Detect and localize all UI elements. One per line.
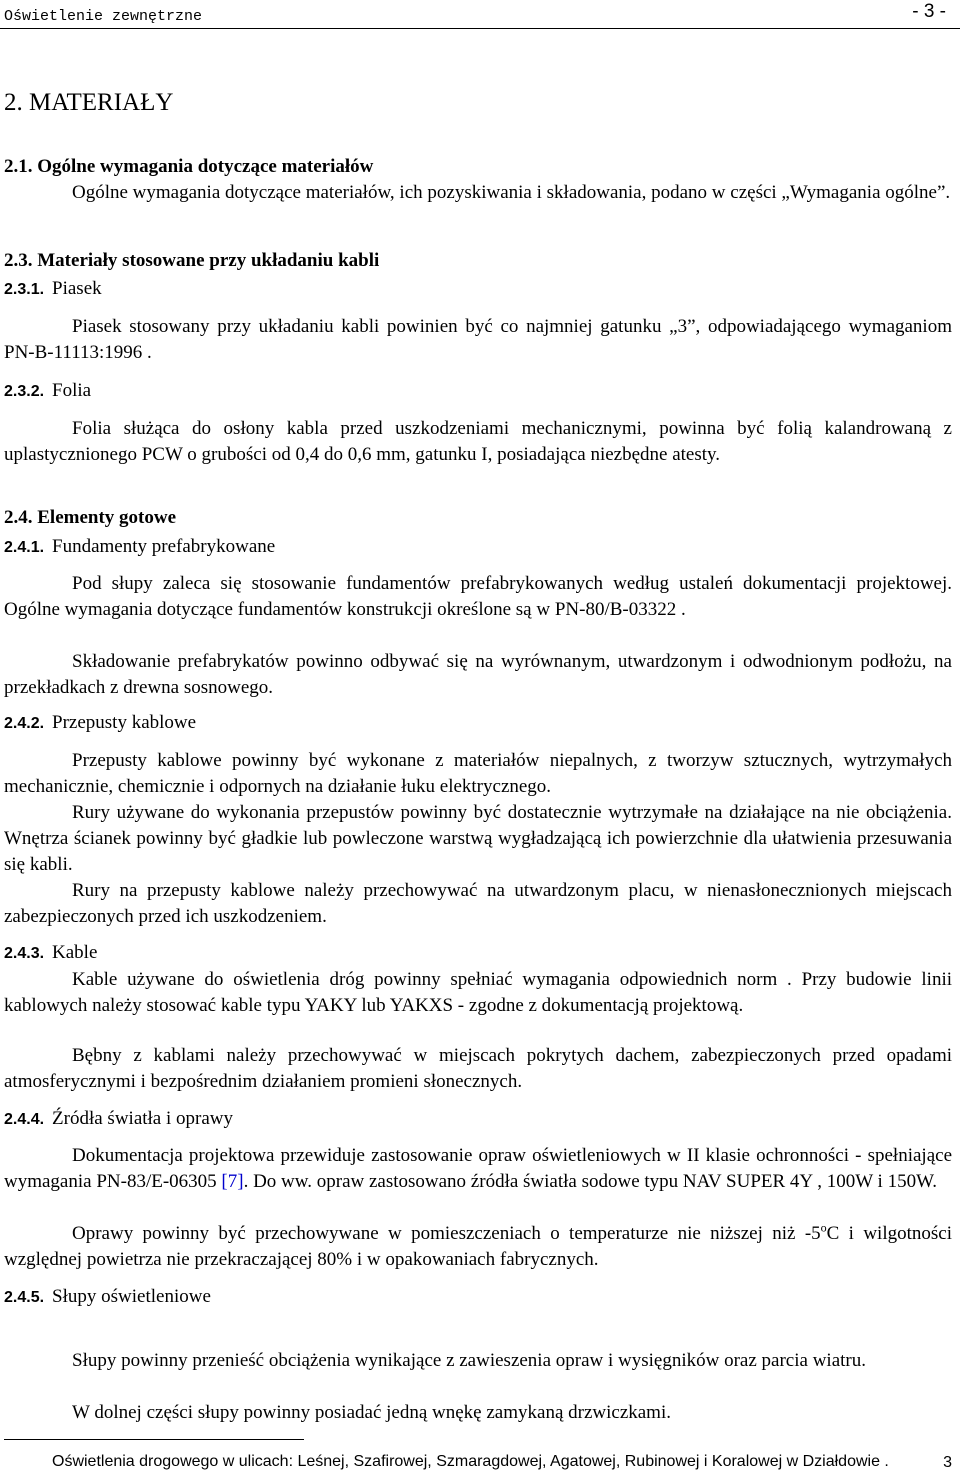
section-title: 2. MATERIAŁY	[4, 89, 174, 116]
heading-text: Kable	[52, 942, 98, 963]
paragraph-2-4-4-a	[4, 1143, 952, 1195]
paragraph-2-4-4-b	[4, 1221, 952, 1273]
heading-text: Przepusty kablowe	[52, 712, 197, 733]
paragraph-2-4-1-b: Składowanie prefabrykatów powinno odbywać się na wyrównanym, utwardzonym i odwodnionym podłożu, na przekładkach z drewna sosnowego.	[4, 651, 952, 698]
heading-text: Słupy oświetleniowe	[52, 1286, 211, 1307]
paragraph-2-4-2-b: Rury używane do wykonania przepustów powinny być dostatecznie wytrzymałe na działające na nie obciążenia. Wnętrza ścianek powinny być gładkie lub powleczone warstwą wygładzającą ich powierzchnie dla ułatwienia przesuwania się kabli.	[4, 802, 952, 875]
paragraph-2-4-1-a: Pod słupy zaleca się stosowanie fundamentów prefabrykowanych według ustaleń dokumentacji projektowej. Ogólne wymagania dotyczące fundamentów konstrukcji określone są w PN-80/B-03322 .	[4, 573, 952, 620]
heading-text: Źródła światła i oprawy	[52, 1108, 234, 1129]
heading-2-3: 2.3. Materiały stosowane przy układaniu kabli	[4, 250, 380, 271]
heading-2-3-2	[4, 378, 91, 405]
reference-link[interactable]: [7]	[221, 1171, 244, 1192]
heading-2-3-1	[4, 276, 102, 303]
heading-number: 2.4.1.	[4, 539, 45, 556]
paragraph-text: Oprawy powinny być przechowywane w pomieszczeniach o temperaturze nie niższej niż -5	[72, 1223, 821, 1244]
paragraph-2-3-2: Folia służąca do osłony kabla przed uszkodzeniami mechanicznymi, powinna być folią kalandrowaną z uplastycznionego PCW o grubości od 0,4 do 0,6 mm, gatunku I, posiadająca niezbędne atesty.	[4, 418, 952, 465]
heading-2-4-4	[4, 1106, 233, 1133]
heading-number: 2.3.2.	[4, 383, 45, 400]
paragraph-2-4-5-a: Słupy powinny przenieść obciążenia wynikające z zawieszenia opraw i wysięgników oraz parcia wiatru.	[72, 1350, 866, 1371]
heading-2-4-2	[4, 710, 196, 737]
paragraph-2-4-3-b: Bębny z kablami należy przechowywać w miejscach pokrytych dachem, zabezpieczonych przed opadami atmosferycznymi i bezpośrednim działaniem promieni słonecznych.	[4, 1045, 952, 1092]
paragraph-2-3-1: Piasek stosowany przy układaniu kabli powinien być co najmniej gatunku „3”, odpowiadającego wymaganiom PN-B-11113:1996 .	[4, 316, 952, 363]
footer-page-number: 3	[943, 1454, 952, 1471]
heading-2-4-1	[4, 534, 275, 561]
heading-text: Folia	[52, 380, 92, 401]
heading-number: 2.4.5.	[4, 1289, 45, 1306]
heading-2-4-3	[4, 940, 97, 967]
heading-2-4-5	[4, 1284, 211, 1311]
heading-text: Piasek	[52, 278, 102, 299]
heading-number: 2.4.3.	[4, 945, 45, 962]
paragraph-2-4-2-a: Przepusty kablowe powinny być wykonane z materiałów niepalnych, z tworzyw sztucznych, wytrzymałych mechanicznie, chemicznie i odpornych na działanie łuku elektrycznego.	[4, 750, 952, 797]
footer-text: Oświetlenia drogowego w ulicach: Leśnej, Szafirowej, Szmaragdowej, Agatowej, Rubinowej i Koralowej w Działdowie .	[52, 1453, 889, 1470]
heading-number: 2.4.2.	[4, 715, 45, 732]
header-page-number: - 3 -	[912, 1, 946, 22]
paragraph-text: . Do ww. opraw zastosowano źródła światła sodowe typu NAV SUPER 4Y , 100W i 150W.	[243, 1171, 938, 1192]
paragraph-text: C i wilgotności względnej powietrza nie przekraczającej 80% i w opakowaniach fabrycznych.	[4, 1223, 952, 1270]
header-title: Oświetlenie zewnętrzne	[4, 8, 203, 25]
degree-superscript: o	[820, 1220, 827, 1235]
footer-rule	[4, 1439, 304, 1440]
paragraph-2-4-5-b: W dolnej części słupy powinny posiadać jedną wnękę zamykaną drzwiczkami.	[72, 1402, 671, 1423]
page-header	[0, 0, 960, 29]
heading-2-4: 2.4. Elementy gotowe	[4, 507, 177, 528]
heading-2-1: 2.1. Ogólne wymagania dotyczące materiałów	[4, 156, 374, 177]
paragraph-2-4-3-a: Kable używane do oświetlenia dróg powinny spełniać wymagania odpowiednich norm . Przy budowie linii kablowych należy stosować kable typu YAKY lub YAKXS - zgodne z dokumentacją projektową.	[4, 969, 952, 1016]
paragraph-text: Dokumentacja projektowa przewiduje zastosowanie opraw oświetleniowych w II klasie ochronności - spełniające wymagania PN-83/E-06305	[4, 1145, 952, 1192]
heading-text: Fundamenty prefabrykowane	[52, 536, 276, 557]
heading-number: 2.4.4.	[4, 1111, 45, 1128]
paragraph-2-1: Ogólne wymagania dotyczące materiałów, ich pozyskiwania i składowania, podano w części „Wymagania ogólne”.	[72, 182, 951, 203]
paragraph-2-4-2-c: Rury na przepusty kablowe należy przechowywać na utwardzonym placu, w nienasłonecznionych miejscach zabezpieczonych przed ich uszkodzeniem.	[4, 880, 952, 927]
heading-number: 2.3.1.	[4, 281, 45, 298]
